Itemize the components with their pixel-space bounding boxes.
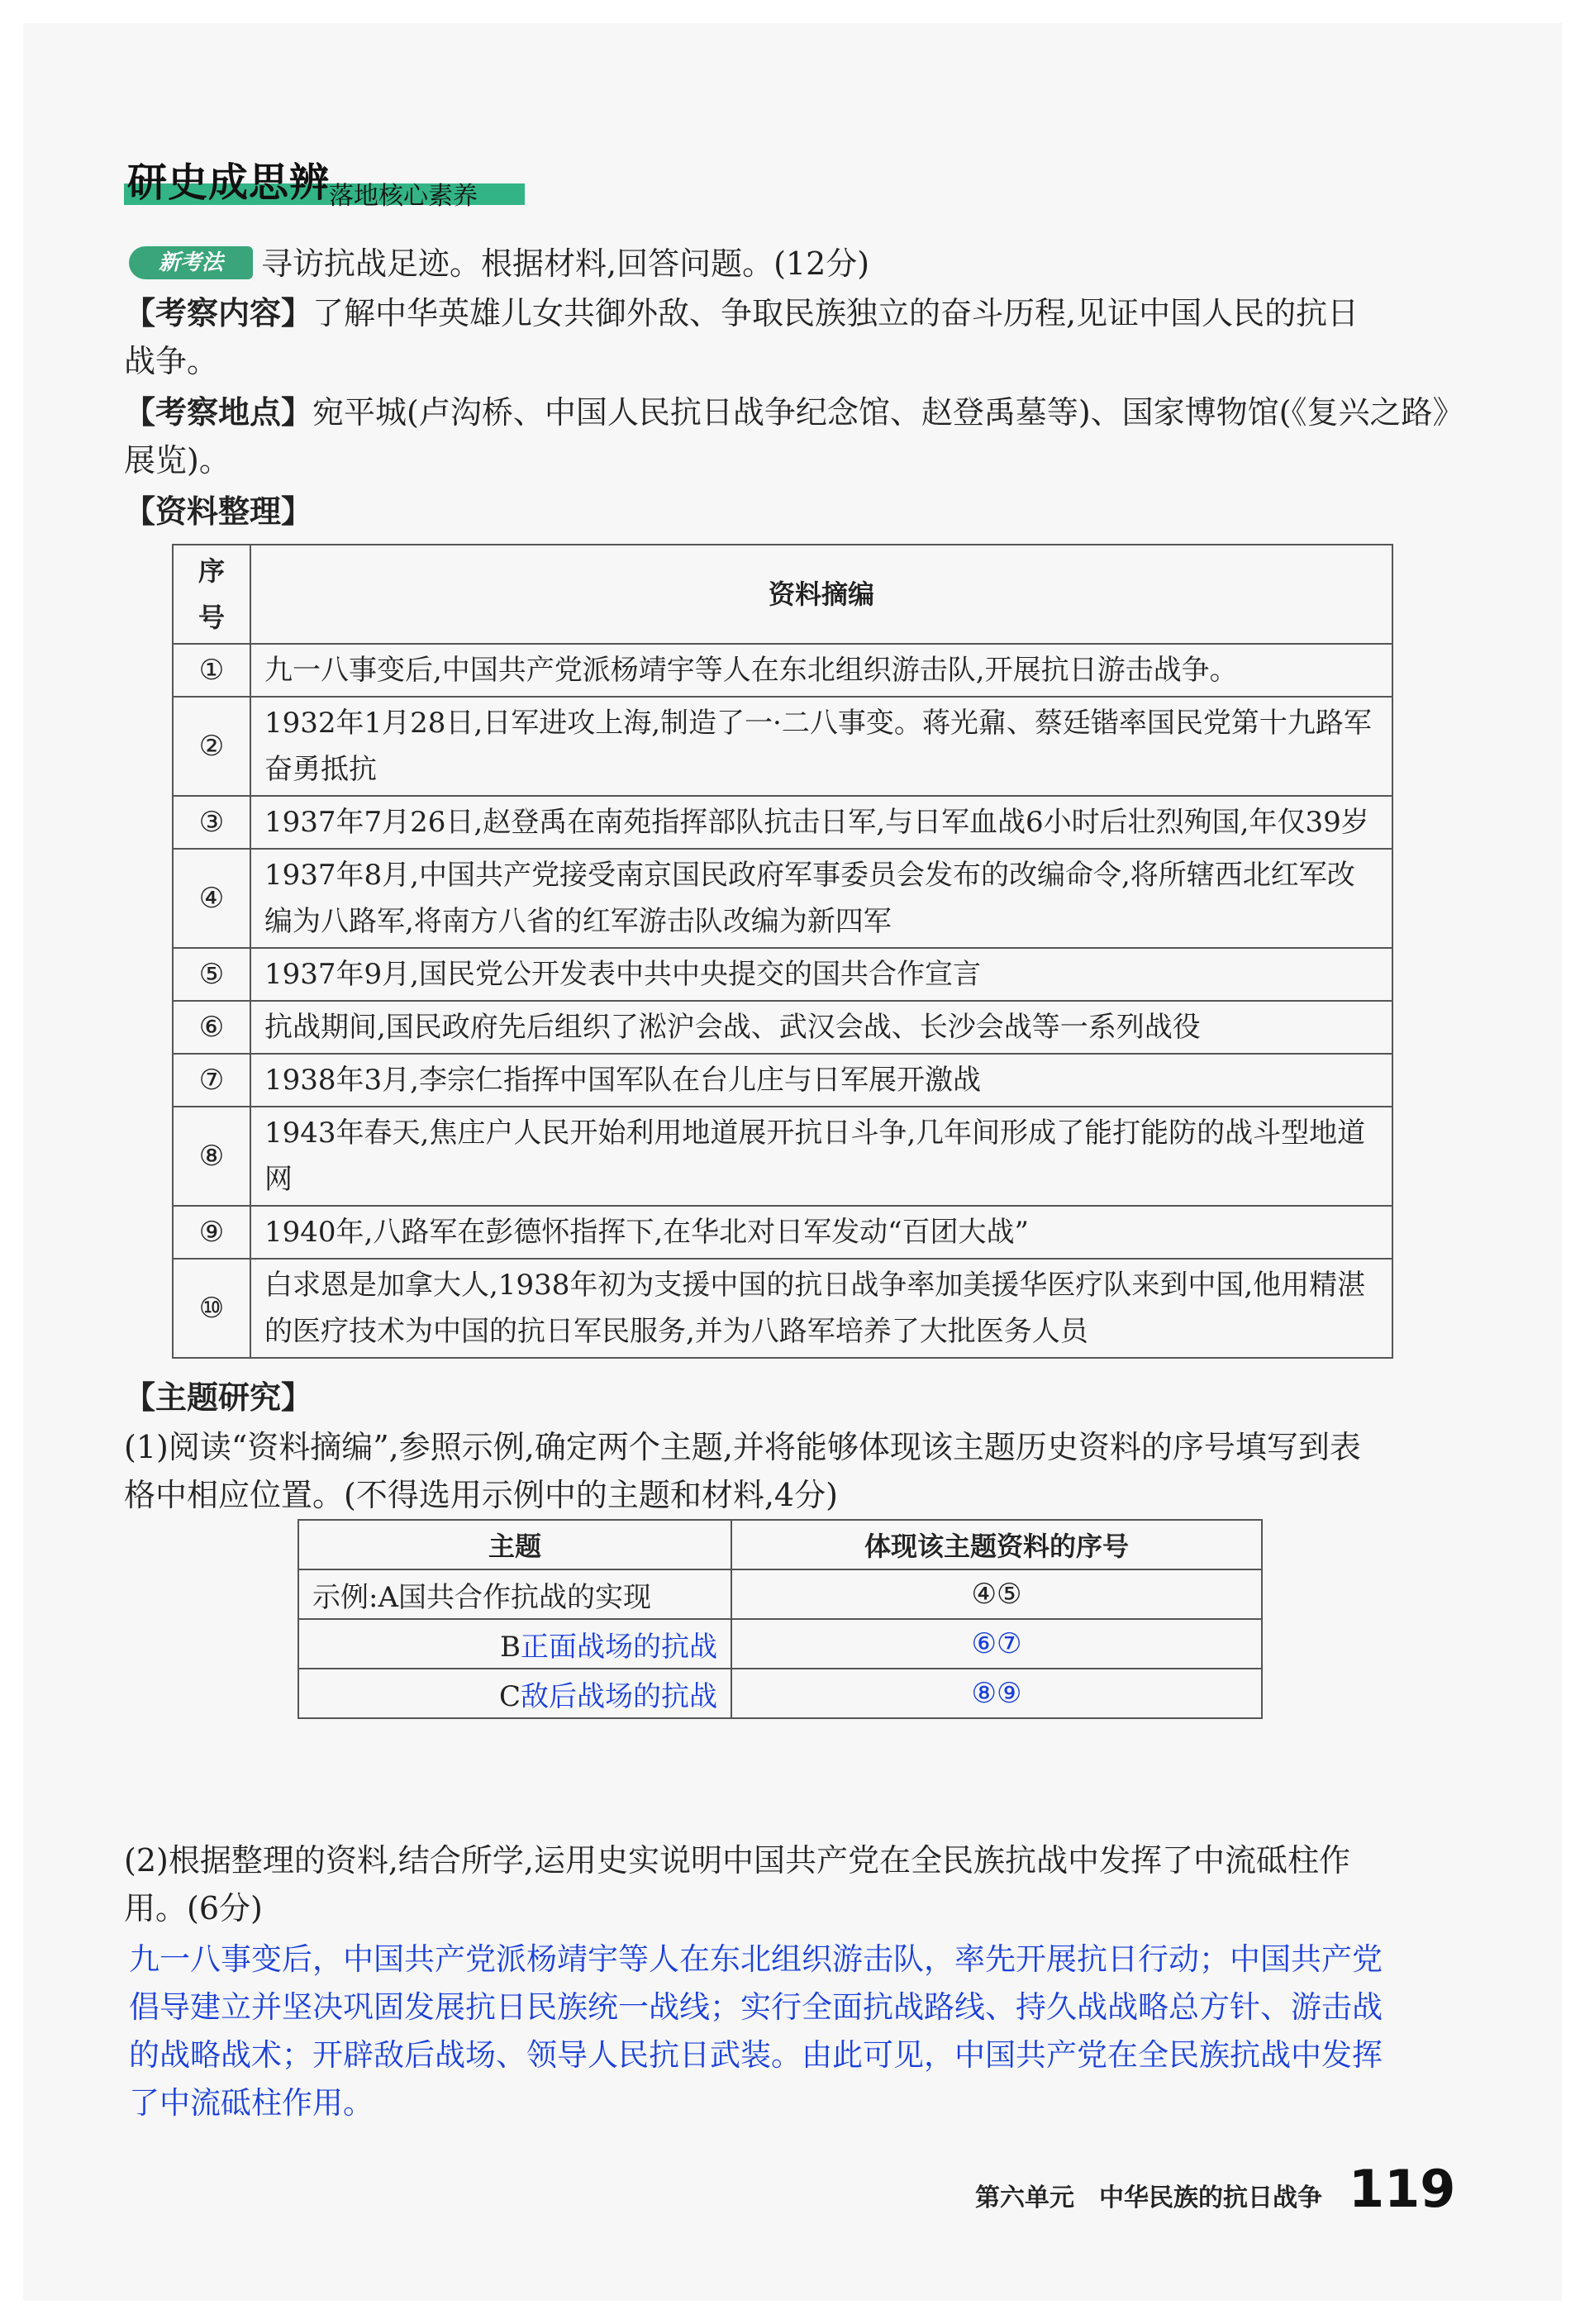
row-no: ⑥: [173, 1001, 250, 1054]
table-row: [173, 1001, 1392, 1054]
table-row: [173, 644, 1392, 697]
q2-answer-line-2: 倡导建立并坚决巩固发展抗日民族统一战线；实行全面抗战路线、持久战战略总方针、游击战: [129, 1989, 1383, 2025]
footer-unit-title: 第六单元 中华民族的抗日战争: [975, 2184, 1322, 2212]
row-text: 1938年3月,李宗仁指挥中国军队在台儿庄与日军展开激战: [250, 1054, 1392, 1107]
content-line-1: [124, 289, 1359, 337]
theme-research-label: 【主题研究】: [124, 1379, 313, 1416]
header-numbers: 体现该主题资料的序号: [731, 1520, 1262, 1569]
table-row: [173, 849, 1392, 948]
row-no: ③: [173, 796, 250, 849]
q1-line-1: (1)阅读“资料摘编”,参照示例,确定两个主题,并将能够体现该主题历史资料的序号填写到表: [124, 1429, 1361, 1465]
row-no: ⑤: [173, 948, 250, 1001]
theme-text: 示例:A国共合作抗战的实现: [312, 1580, 652, 1614]
q2-line-1: (2)根据整理的资料,结合所学,运用史实说明中国共产党在全民族抗战中发挥了中流砥柱作: [124, 1842, 1350, 1879]
q2-line-2: 用。(6分): [124, 1890, 263, 1926]
table-row: [173, 1054, 1392, 1107]
row-text: 1932年1月28日,日军进攻上海,制造了一·二八事变。蒋光鼐、蔡廷锴率国民党第十九路军奋勇抵抗: [250, 697, 1392, 796]
header-material: 资料摘编: [250, 545, 1392, 644]
theme-cell: [298, 1669, 731, 1718]
row-text: 1943年春天,焦庄户人民开始利用地道展开抗日斗争,几年间形成了能打能防的战斗型地道网: [250, 1107, 1392, 1206]
section-title: 研史成思辨: [127, 160, 331, 206]
table-row: [298, 1669, 1262, 1718]
numbers-answer: ⑥⑦: [731, 1619, 1262, 1669]
table-row: [173, 1107, 1392, 1206]
numbers-cell: ④⑤: [731, 1569, 1262, 1619]
header-theme: 主题: [298, 1520, 731, 1569]
place-label: 【考察地点】: [124, 394, 313, 431]
theme-prefix: B: [500, 1630, 521, 1664]
page-number: 119: [1349, 2159, 1456, 2219]
q2-answer-line-4: 了中流砥柱作用。: [129, 2085, 374, 2121]
row-text: 1937年7月26日,赵登禹在南苑指挥部队抗击日军,与日军血战6小时后壮烈殉国,年仅39岁: [250, 796, 1392, 849]
table-row: [173, 796, 1392, 849]
row-text: 1937年8月,中国共产党接受南京国民政府军事委员会发布的改编命令,将所辖西北红军改编为八路军,将南方八省的红军游击队改编为新四军: [250, 849, 1392, 948]
place-line-1: [124, 388, 1464, 436]
table-row: [173, 1259, 1392, 1358]
row-no: ④: [173, 849, 250, 948]
q2-answer-line-3: 的战略战术；开辟敌后战场、领导人民抗日武装。由此可见，中国共产党在全民族抗战中发挥: [129, 2037, 1383, 2073]
table-row: [298, 1569, 1262, 1619]
material-label: 【资料整理】: [124, 493, 313, 530]
row-text: 九一八事变后,中国共产党派杨靖宇等人在东北组织游击队,开展抗日游击战争。: [250, 644, 1392, 697]
section-subtitle: 落地核心素养: [329, 182, 478, 211]
place-text-1: 宛平城(卢沟桥、中国人民抗日战争纪念馆、赵登禹墓等)、国家博物馆(《复兴之路》: [312, 394, 1464, 431]
row-text: 白求恩是加拿大人,1938年初为支援中国的抗日战争率加美援华医疗队来到中国,他用精湛的医疗技术为中国的抗日军民服务,并为八路军培养了大批医务人员: [250, 1259, 1392, 1358]
theme-table: [297, 1519, 1263, 1719]
row-text: 1940年,八路军在彭德怀指挥下,在华北对日军发动“百团大战”: [250, 1206, 1392, 1259]
new-question-badge: 新考法: [129, 246, 253, 279]
row-no: ⑧: [173, 1107, 250, 1206]
row-text: 抗战期间,国民政府先后组织了淞沪会战、武汉会战、长沙会战等一系列战役: [250, 1001, 1392, 1054]
theme-cell: [298, 1569, 731, 1619]
theme-cell: [298, 1619, 731, 1669]
header-no: 序号: [173, 545, 250, 644]
row-no: ①: [173, 644, 250, 697]
table-row: [173, 1206, 1392, 1259]
place-text-2: 展览)。: [124, 442, 231, 479]
row-no: ⑩: [173, 1259, 250, 1358]
table-row: [298, 1619, 1262, 1669]
row-no: ②: [173, 697, 250, 796]
materials-table: [172, 544, 1393, 1359]
theme-answer: 正面战场的抗战: [521, 1630, 717, 1664]
table-row: [173, 697, 1392, 796]
theme-answer: 敌后战场的抗战: [521, 1679, 717, 1713]
materials-table-header: [173, 545, 1392, 644]
question-intro: 寻访抗战足迹。根据材料,回答问题。(12分): [261, 245, 870, 282]
table-row: [173, 948, 1392, 1001]
row-no: ⑨: [173, 1206, 250, 1259]
theme-prefix: C: [498, 1679, 521, 1713]
content-label: 【考察内容】: [124, 295, 313, 331]
row-no: ⑦: [173, 1054, 250, 1107]
numbers-answer: ⑧⑨: [731, 1669, 1262, 1718]
content-text-2: 战争。: [124, 343, 219, 379]
q2-answer-line-1: 九一八事变后，中国共产党派杨靖宇等人在东北组织游击队，率先开展抗日行动；中国共产党: [129, 1941, 1383, 1977]
q1-line-2: 格中相应位置。(不得选用示例中的主题和材料,4分): [124, 1477, 838, 1513]
theme-table-header: [298, 1520, 1262, 1569]
content-text-1: 了解中华英雄儿女共御外敌、争取民族独立的奋斗历程,见证中国人民的抗日: [312, 295, 1359, 331]
row-text: 1937年9月,国民党公开发表中共中央提交的国共合作宣言: [250, 948, 1392, 1001]
section-header: [124, 149, 537, 211]
